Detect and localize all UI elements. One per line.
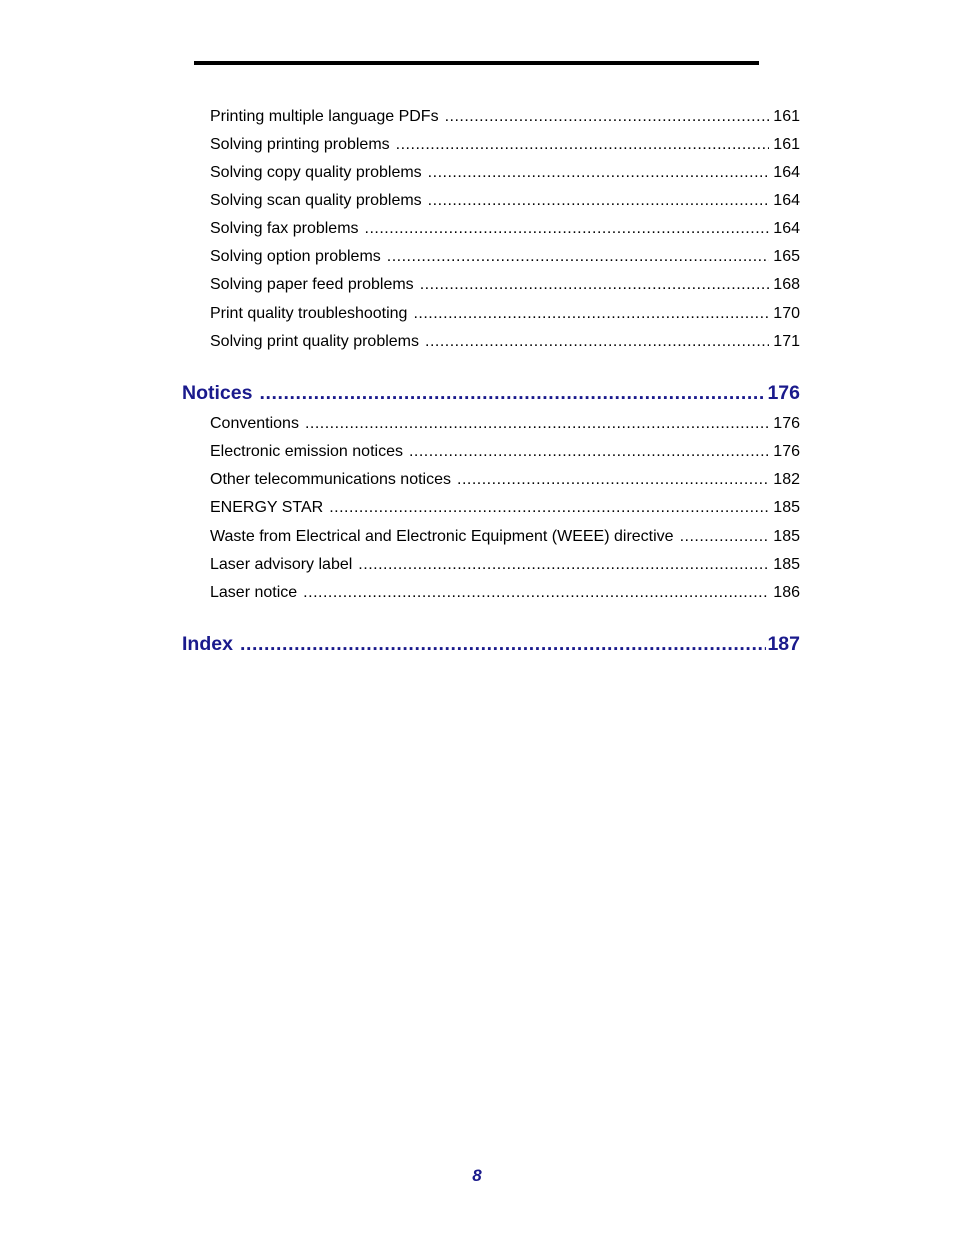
toc-entry-page: 170: [773, 305, 800, 322]
toc-leader-dots: [409, 441, 769, 463]
page-number: 8: [472, 1166, 482, 1185]
toc-entry[interactable]: [210, 441, 800, 463]
toc-entry-title: Laser notice: [210, 584, 298, 601]
toc-entry[interactable]: [210, 246, 800, 268]
toc-chapter-notices[interactable]: [182, 380, 800, 406]
toc-leader-dots: [457, 469, 769, 491]
toc-entry-page: 185: [773, 499, 800, 516]
toc-chapter-page: 187: [767, 633, 800, 655]
toc-entry-page: 182: [773, 471, 800, 488]
toc-entry-page: 164: [773, 192, 800, 209]
toc-entry-page: 161: [773, 108, 800, 125]
toc-entry-title: Solving printing problems: [210, 136, 390, 153]
toc-entry-page: 161: [773, 136, 800, 153]
toc-leader-dots: [420, 274, 770, 296]
toc-leader-dots: [396, 134, 770, 156]
toc-leader-dots: [358, 554, 769, 576]
toc-leader-dots: [329, 497, 769, 519]
toc-leader-dots: [428, 162, 770, 184]
toc-entry-page: 164: [773, 220, 800, 237]
toc-entry[interactable]: [210, 106, 800, 128]
toc-leader-dots: [428, 190, 770, 212]
toc-entry-title: Conventions: [210, 415, 299, 432]
toc-entry-title: Printing multiple language PDFs: [210, 108, 439, 125]
toc-entry-page: 185: [773, 556, 800, 573]
toc-entry-page: 165: [773, 248, 800, 265]
toc-chapter-index[interactable]: [182, 631, 800, 657]
toc-entry-page: 186: [773, 584, 800, 601]
toc-entry-title: Print quality troubleshooting: [210, 305, 408, 322]
toc-entry[interactable]: [210, 413, 800, 435]
toc-entry-title: Solving scan quality problems: [210, 192, 422, 209]
toc-entry-page: 164: [773, 164, 800, 181]
toc-entry[interactable]: [210, 554, 800, 576]
toc-leader-dots: [365, 218, 770, 240]
toc-entry-page: 176: [773, 443, 800, 460]
toc-leader-dots: [425, 331, 769, 353]
toc-entry-title: Other telecommunications notices: [210, 471, 451, 488]
toc-entry[interactable]: [210, 331, 800, 353]
toc-leader-dots: [387, 246, 770, 268]
toc-entry-title: Electronic emission notices: [210, 443, 403, 460]
toc-entry[interactable]: [210, 469, 800, 491]
header-rule: [194, 61, 759, 65]
toc-entry[interactable]: [210, 162, 800, 184]
toc-leader-dots: [413, 303, 769, 325]
toc-entry[interactable]: [210, 582, 800, 604]
toc-leader-dots: [680, 526, 770, 548]
toc-leader-dots: [305, 413, 769, 435]
toc-entry-title: Laser advisory label: [210, 556, 353, 573]
toc-entry[interactable]: [210, 190, 800, 212]
toc-entry-page: 171: [773, 333, 800, 350]
toc-entry-title: Solving print quality problems: [210, 333, 419, 350]
toc-entry[interactable]: [210, 303, 800, 325]
toc-leader-dots: [259, 380, 766, 406]
toc-chapter-page: 176: [767, 382, 800, 404]
toc-leader-dots: [445, 106, 770, 128]
toc-chapter-title: Index: [182, 633, 233, 655]
toc-leader-dots: [303, 582, 769, 604]
toc-entry[interactable]: [210, 134, 800, 156]
toc-entry-page: 176: [773, 415, 800, 432]
toc-entry-title: Solving fax problems: [210, 220, 359, 237]
toc-chapter-title: Notices: [182, 382, 253, 404]
toc-entry-title: Waste from Electrical and Electronic Equipment (WEEE) directive: [210, 528, 674, 545]
toc-entry[interactable]: [210, 526, 800, 548]
toc-entry[interactable]: [210, 274, 800, 296]
toc-entry-page: 168: [773, 276, 800, 293]
toc-leader-dots: [240, 631, 767, 657]
toc-entry-title: Solving copy quality problems: [210, 164, 422, 181]
toc-entry-title: Solving option problems: [210, 248, 381, 265]
toc-entry[interactable]: [210, 497, 800, 519]
toc-entry-page: 185: [773, 528, 800, 545]
toc-entry-title: ENERGY STAR: [210, 499, 324, 516]
toc-entry[interactable]: [210, 218, 800, 240]
toc-entry-title: Solving paper feed problems: [210, 276, 414, 293]
